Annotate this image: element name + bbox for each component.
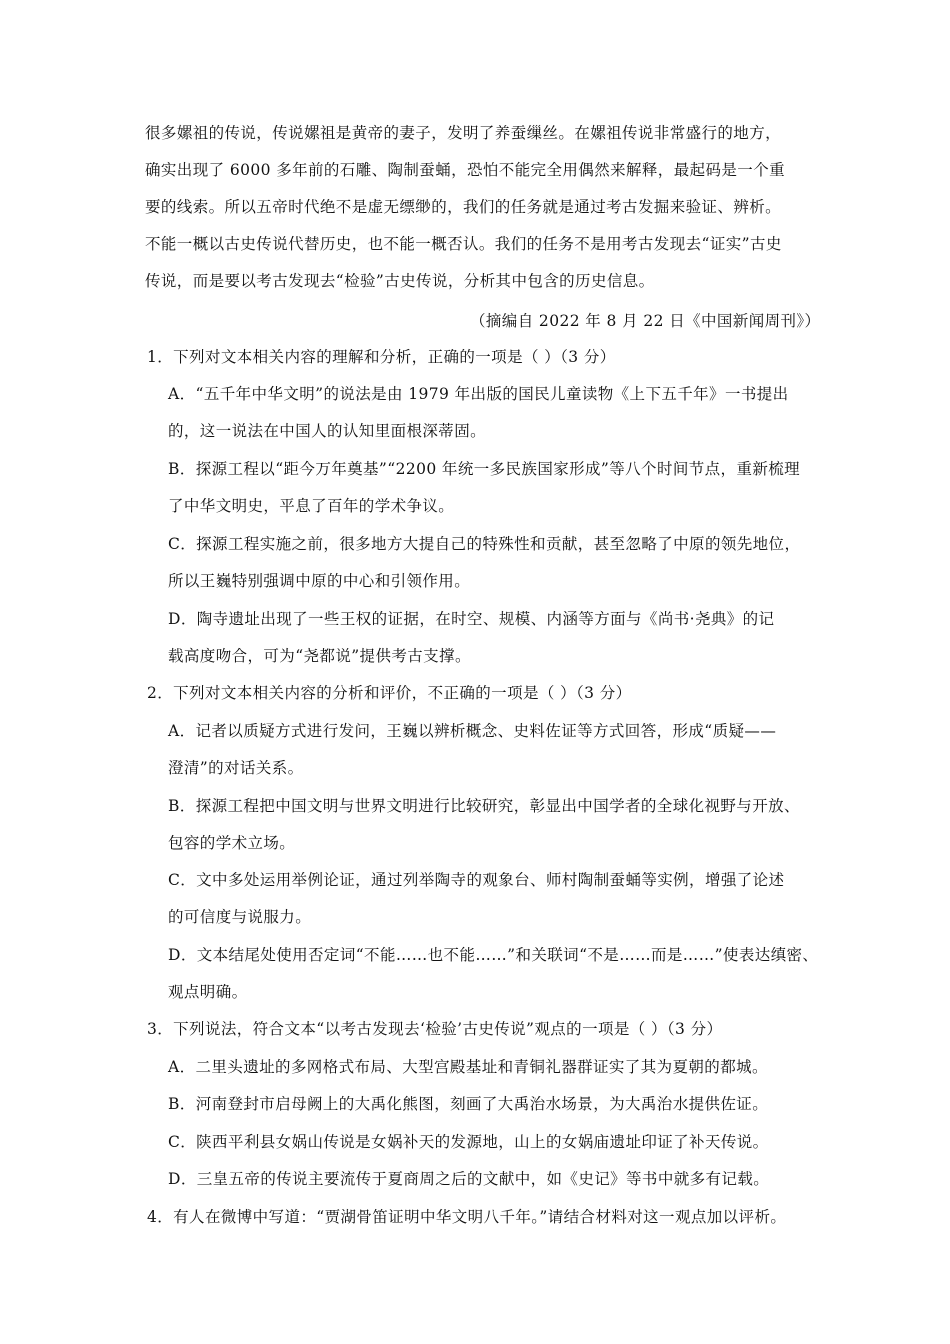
option-line: C．文中多处运用举例论证，通过列举陶寺的观象台、师村陶制蚕蛹等实例，增强了论述: [168, 871, 785, 889]
passage-line: 很多嫘祖的传说，传说嫘祖是黄帝的妻子，发明了养蚕缫丝。在嫘祖传说非常盛行的地方，: [145, 124, 782, 142]
passage-line: 确实出现了 6000 多年前的石雕、陶制蚕蛹，恐怕不能完全用偶然来解释，最起码是一个重: [145, 161, 786, 179]
question-stem: 3．下列说法，符合文本“以考古发现去‘检验’古史传说”观点的一项是（ ）（3 分）: [147, 1020, 723, 1038]
question-stem: 1．下列对文本相关内容的理解和分析，正确的一项是（ ）（3 分）: [147, 348, 616, 366]
passage-line: 要的线索。所以五帝时代绝不是虚无缥缈的，我们的任务就是通过考古发掘来验证、辨析。: [145, 198, 782, 216]
passage-line: 传说，而是要以考古发现去“检验”古史传说，分析其中包含的历史信息。: [145, 272, 655, 290]
option-line: D．三皇五帝的传说主要流传于夏商周之后的文献中，如《史记》等书中就多有记载。: [168, 1170, 770, 1188]
option-line: 的可信度与说服力。: [168, 908, 312, 926]
option-line: 的，这一说法在中国人的认知里面根深蒂固。: [168, 422, 487, 440]
passage-line: 不能一概以古史传说代替历史，也不能一概否认。我们的任务不是用考古发现去“证实”古史: [145, 235, 782, 253]
option-line: C．陕西平利县女娲山传说是女娲补天的发源地，山上的女娲庙遗址印证了补天传说。: [168, 1133, 769, 1151]
option-line: A．二里头遗址的多网格式布局、大型宫殿基址和青铜礼器群证实了其为夏朝的都城。: [168, 1058, 768, 1076]
option-line: 所以王巍特别强调中原的中心和引领作用。: [168, 572, 471, 590]
option-line: A．记者以质疑方式进行发问，王巍以辨析概念、史料佐证等方式回答，形成“质疑——: [168, 722, 777, 740]
option-line: 载高度吻合，可为“尧都说”提供考古支撑。: [168, 647, 471, 665]
option-line: D．陶寺遗址出现了一些王权的证据，在时空、规模、内涵等方面与《尚书·尧典》的记: [168, 610, 775, 628]
option-line: D．文本结尾处使用否定词“不能……也不能……”和关联词“不是……而是……”使表达缜密、: [168, 946, 819, 964]
option-line: B．探源工程以“距今万年奠基”“2200 年统一多民族国家形成”等八个时间节点，重新梳理: [168, 460, 801, 478]
option-line: A．“五千年中华文明”的说法是由 1979 年出版的国民儿童读物《上下五千年》一书提出: [168, 385, 789, 403]
option-line: B．河南登封市启母阙上的大禹化熊图，刻画了大禹治水场景，为大禹治水提供佐证。: [168, 1095, 769, 1113]
option-line: 了中华文明史，平息了百年的学术争议。: [168, 497, 455, 515]
option-line: 包容的学术立场。: [168, 834, 296, 852]
source-citation: （摘编自 2022 年 8 月 22 日《中国新闻周刊》）: [470, 312, 821, 330]
question-stem: 2．下列对文本相关内容的分析和评价，不正确的一项是（ ）（3 分）: [147, 684, 632, 702]
option-line: 澄清”的对话关系。: [168, 759, 304, 777]
option-line: 观点明确。: [168, 983, 248, 1001]
option-line: C．探源工程实施之前，很多地方大提自己的特殊性和贡献，甚至忽略了中原的领先地位，: [168, 535, 801, 553]
question-stem: 4．有人在微博中写道：“贾湖骨笛证明中华文明八千年。”请结合材料对这一观点加以评析。: [147, 1208, 787, 1226]
option-line: B．探源工程把中国文明与世界文明进行比较研究，彰显出中国学者的全球化视野与开放、: [168, 797, 800, 815]
